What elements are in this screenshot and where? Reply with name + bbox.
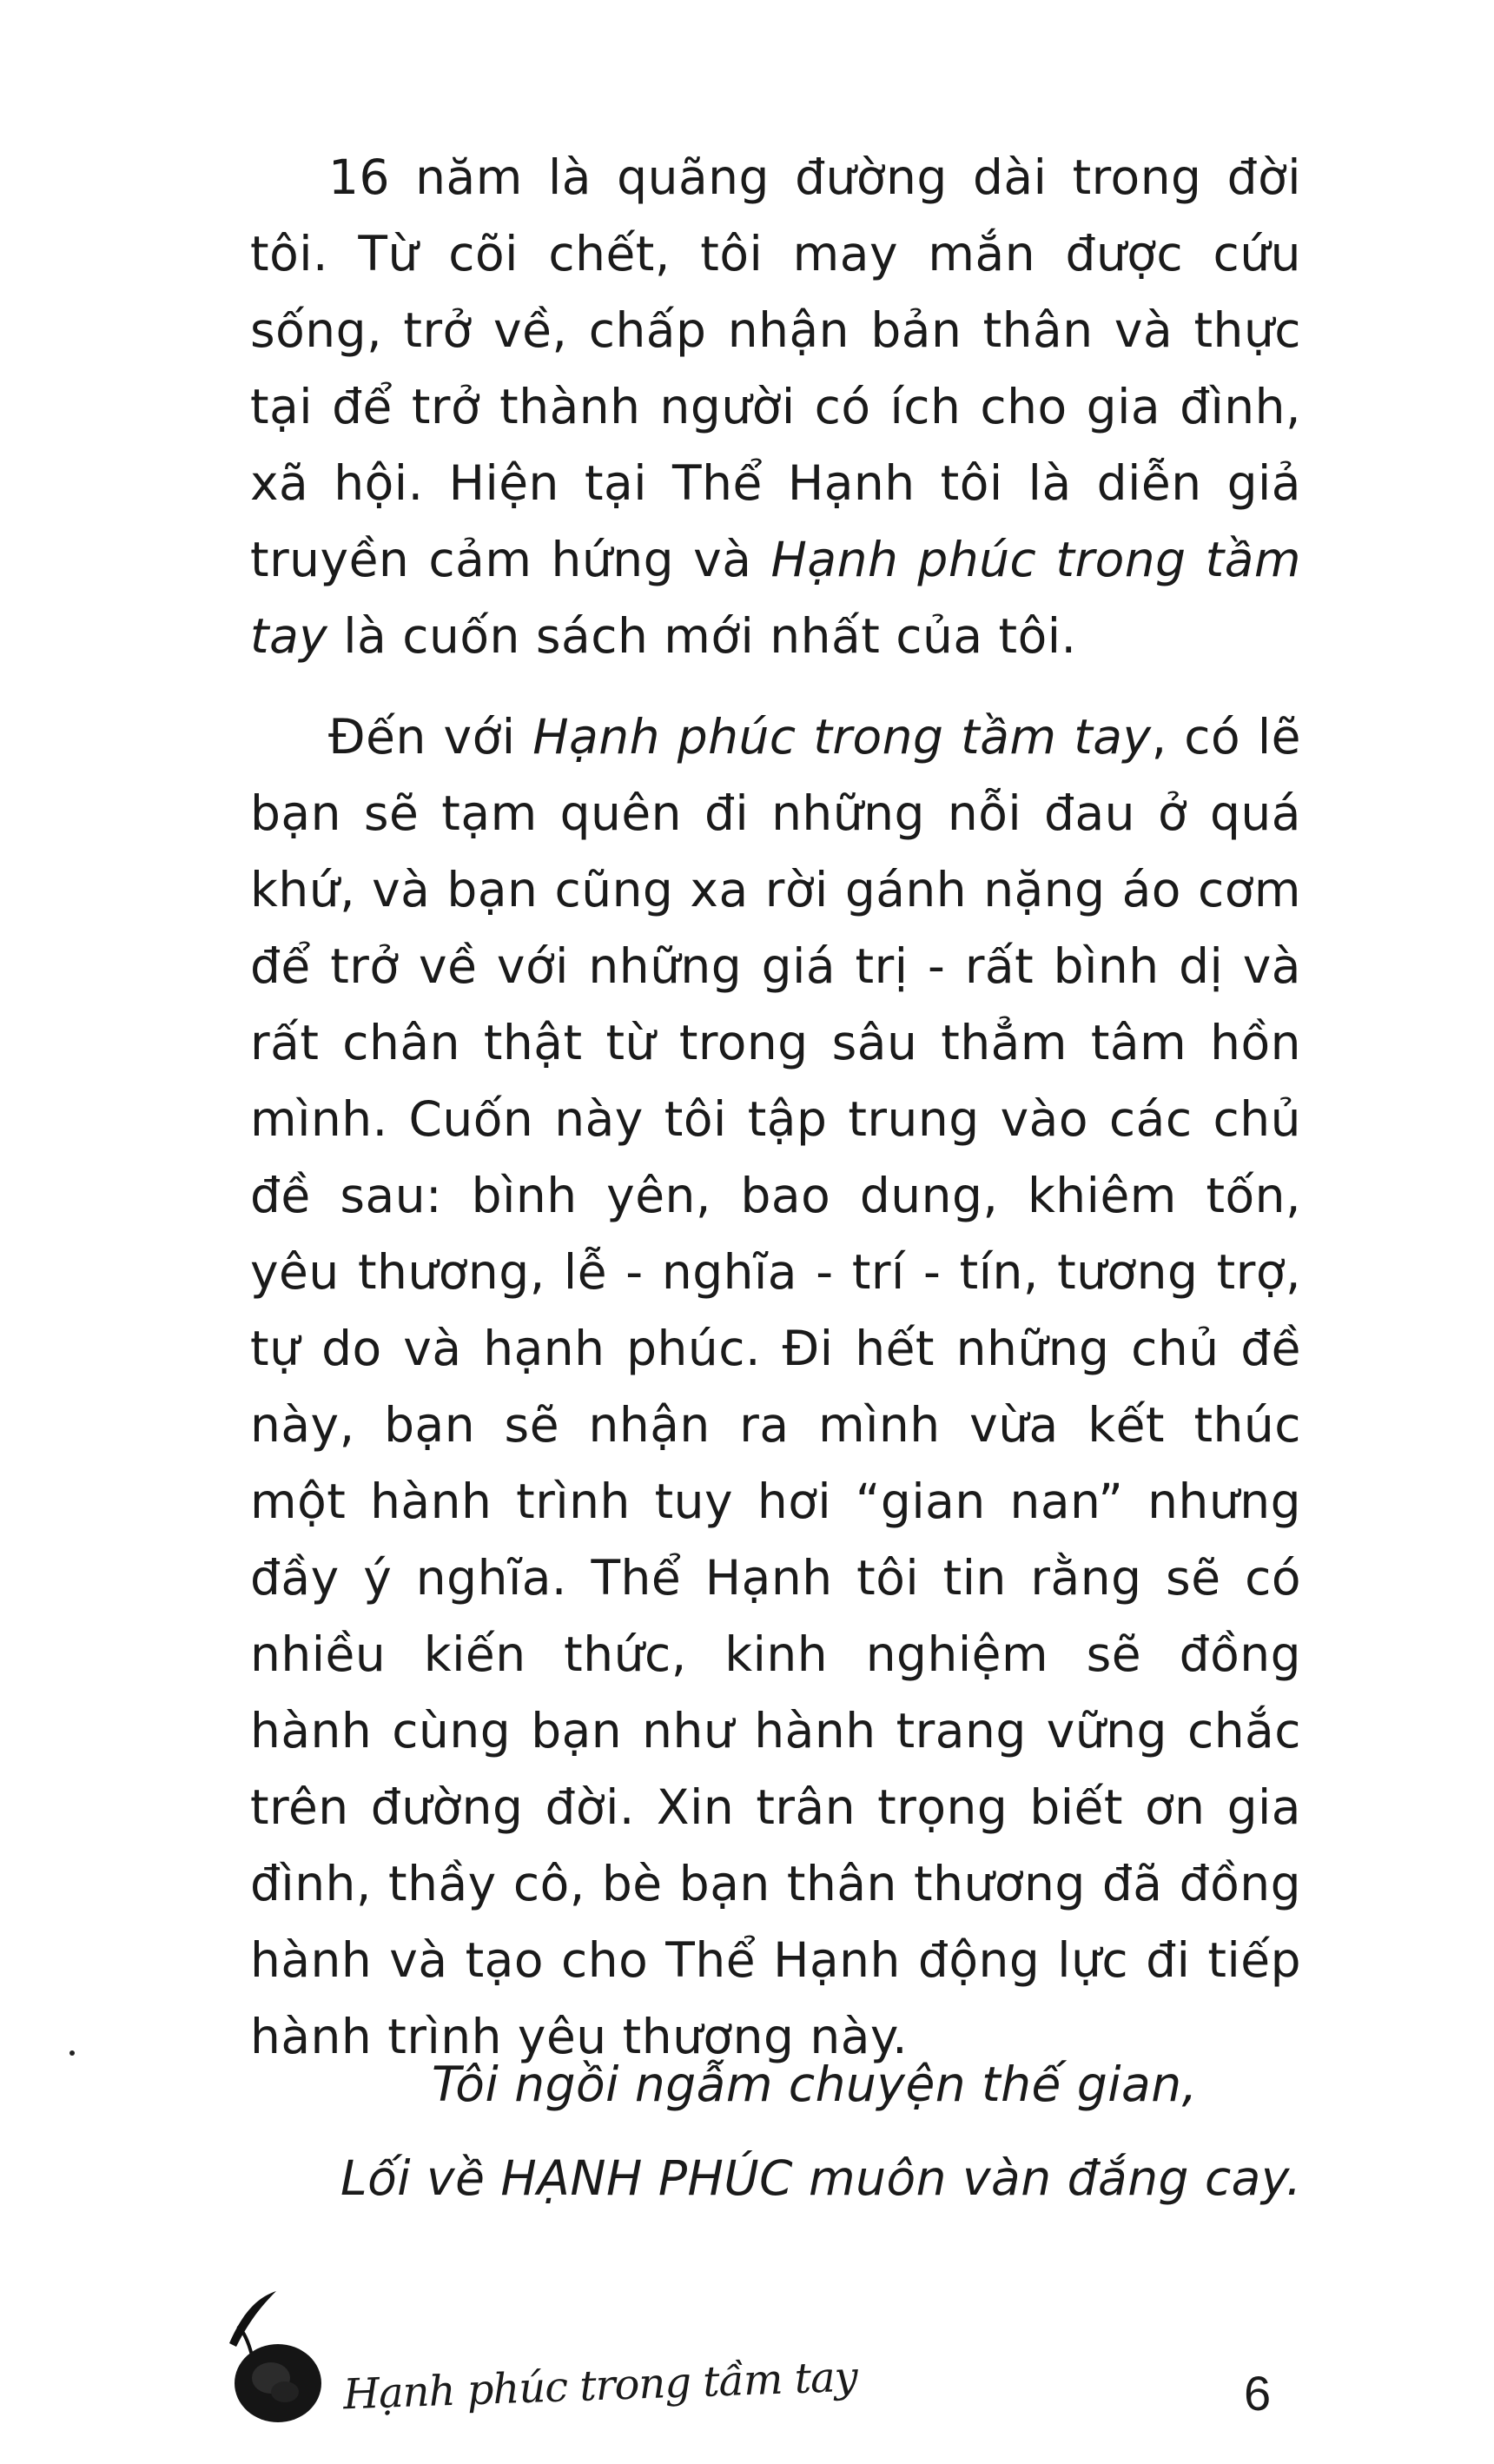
fruit-logo-icon [217,2281,347,2428]
paragraph-1-text: 16 năm là quãng đường dài trong đời tôi. Từ cõi chết, tôi may mắn được cứu sống, trở về, chấp nhận bản thân và thực tại để trở thành người có ích cho gia đình, xã hội. Hiện tại Thể Hạnh tôi là diễn giả truyền cảm hứng và [250,149,1301,587]
paragraph-2-start: Đến với [328,709,533,765]
paragraph-2 [250,699,1301,2075]
page-number: 6 [1244,2366,1272,2421]
body-text [250,139,1301,2099]
footer-book-title: Hạnh phúc trong tầm tay [342,2352,858,2420]
paragraph-2-text: , có lẽ bạn sẽ tạm quên đi những nỗi đau ở quá khứ, và bạn cũng xa rời gánh nặng áo cơm để trở về với những giá trị - rất bình dị và rất chân thật từ trong sâu thẳm tâm hồn mình. Cuốn này tôi tập trung vào các chủ đề sau: bình yên, bao dung, khiêm tốn, yêu thương, lễ - nghĩa - trí - tín, tương trợ, tự do và hạnh phúc. Đi hết những chủ đề này, bạn sẽ nhận ra mình vừa kết thúc một hành trình tuy hơi “gian nan” nhưng đầy ý nghĩa. Thể Hạnh tôi tin rằng sẽ có nhiều kiến thức, kinh nghiệm sẽ đồng hành cùng bạn như hành trang vững chắc trên đường đời. Xin trân trọng biết ơn gia đình, thầy cô, bè bạn thân thương đã đồng hành và tạo cho Thể Hạnh động lực đi tiếp hành trình yêu thương này. [250,709,1301,2064]
poem-line-2: Lối về HẠNH PHÚC muôn vàn đắng cay. [340,2150,1302,2206]
paragraph-2-book-title: Hạnh phúc trong tầm tay [532,709,1152,765]
poem-line-1: Tôi ngồi ngẫm chuyện thế gian, [432,2057,1198,2112]
paragraph-1 [250,139,1301,674]
paragraph-1-end: là cuốn sách mới nhất của tôi. [327,608,1077,664]
paragraph-1-book-title: Hạnh phúc trong tầm tay [250,532,1301,664]
poem [0,2037,1494,2225]
